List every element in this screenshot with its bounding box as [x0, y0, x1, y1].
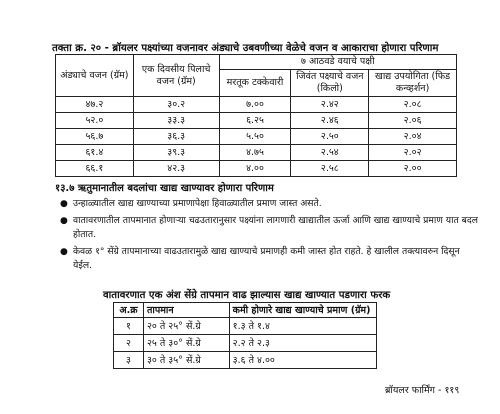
- bullet-list: [60, 197, 480, 276]
- cell-live-weight: २.५४: [291, 145, 369, 161]
- header-chick-weight: एक दिवसीय पिलाचे वजन (ग्रॅम): [133, 55, 219, 97]
- cell-feed-conversion: २.०२: [369, 145, 457, 161]
- header-live-weight: जिवंत पक्ष्याचे वजन (किलो): [291, 70, 369, 97]
- header-egg-weight: अंड्याचे वजन (ग्रॅम): [56, 55, 134, 97]
- table-row: [56, 161, 457, 177]
- cell-mortality: ७.००: [219, 97, 291, 113]
- bullet-icon: ●: [60, 247, 68, 257]
- temperature-feed-table: [113, 302, 377, 369]
- cell-mortality: ५.५०: [219, 129, 291, 145]
- table-row: [56, 97, 457, 113]
- cell-temperature: ३० ते ३५° सें.ग्रे: [143, 352, 229, 369]
- page-footer: ब्रॉयलर फार्मिंग - ११९: [385, 385, 460, 396]
- bullet-text: वातावरणातील तापमानात होणाऱ्या चढउतारानुसार पक्ष्यांना लागणारी खाद्यातील ऊर्जा आणि खाद्य खाण्याचे प्रमाण यात बदल होतात.: [73, 215, 478, 240]
- table-row: [114, 318, 377, 335]
- table-row: [114, 335, 377, 352]
- cell-mortality: ६.२५: [219, 113, 291, 129]
- bullet-text: केवळ १° सेंग्रे तापमानाच्या वाढउतारामुळे खाद्य खाण्याचे प्रमाणही कमी जास्त होत राहते. हे खालील तक्त्यावरुन दिसून येईल.: [73, 246, 460, 271]
- header-feed-conversion: खाद्य उपयोगिता (फिड कन्व्हर्शन): [369, 70, 457, 97]
- egg-weight-effect-table: [55, 54, 457, 177]
- cell-egg-weight: ६१.४: [56, 145, 134, 161]
- cell-chick-weight: ३६.३: [133, 129, 219, 145]
- cell-feed-reduction: २.२ ते २.३: [229, 335, 376, 352]
- cell-temperature: २० ते २५° सें.ग्रे: [143, 318, 229, 335]
- header-mortality: मरतूक टक्केवारी: [219, 70, 291, 97]
- cell-mortality: ४.००: [219, 161, 291, 177]
- bullet-icon: ●: [60, 199, 68, 209]
- cell-live-weight: २.४२: [291, 97, 369, 113]
- bullet-icon: ●: [60, 216, 68, 226]
- cell-chick-weight: ३०.२: [133, 97, 219, 113]
- cell-feed-conversion: २.०६: [369, 113, 457, 129]
- cell-serial: १: [114, 318, 144, 335]
- cell-feed-conversion: २.०४: [369, 129, 457, 145]
- section-heading: १३.७ ऋतुमानातील बदलांचा खाद्य खाण्यावर होणारा परिणाम: [55, 183, 274, 194]
- table2-caption: वातावरणात एक अंश सेंग्रे तापमान वाढ झाल्यास खाद्य खाण्यात पडणारा फरक: [103, 290, 391, 301]
- cell-chick-weight: ४२.३: [133, 161, 219, 177]
- header-seven-weeks-group: ७ आठवडे वयाचे पक्षी: [219, 55, 456, 70]
- table-row: [114, 352, 377, 369]
- list-item: [60, 214, 480, 242]
- table-row: [56, 129, 457, 145]
- cell-mortality: ४.७५: [219, 145, 291, 161]
- cell-feed-reduction: ३.६ ते ४.००: [229, 352, 376, 369]
- cell-chick-weight: ३९.३: [133, 145, 219, 161]
- cell-feed-conversion: २.००: [369, 161, 457, 177]
- header-feed-reduction: कमी होणारे खाद्य खाण्याचे प्रमाण (ग्रॅम): [229, 303, 376, 318]
- cell-temperature: २५ ते ३०° सें.ग्रे: [143, 335, 229, 352]
- cell-feed-reduction: १.३ ते १.४: [229, 318, 376, 335]
- table-row: [56, 145, 457, 161]
- cell-live-weight: २.५८: [291, 161, 369, 177]
- cell-serial: २: [114, 335, 144, 352]
- cell-egg-weight: ५२.०: [56, 113, 134, 129]
- cell-egg-weight: ४७.२: [56, 97, 134, 113]
- header-temperature: तापमान: [143, 303, 229, 318]
- cell-serial: ३: [114, 352, 144, 369]
- cell-egg-weight: ६६.१: [56, 161, 134, 177]
- list-item: [60, 197, 480, 211]
- table-row: [56, 113, 457, 129]
- header-serial: अ.क्र: [114, 303, 144, 318]
- cell-live-weight: २.४६: [291, 113, 369, 129]
- table1-caption: तक्ता क्र. २० - ब्रॉयलर पक्ष्यांच्या वजनावर अंड्याचे उबवणीच्या वेळेचे वजन व आकाराचा होणारा परिणाम: [52, 43, 439, 54]
- cell-live-weight: २.५०: [291, 129, 369, 145]
- cell-egg-weight: ५६.७: [56, 129, 134, 145]
- cell-chick-weight: ३३.३: [133, 113, 219, 129]
- cell-feed-conversion: २.०८: [369, 97, 457, 113]
- bullet-text: उन्हाळ्यातील खाद्य खाण्याच्या प्रमाणापेक्षा हिवाळ्यातील प्रमाण जास्त असते.: [73, 198, 322, 209]
- list-item: [60, 245, 480, 273]
